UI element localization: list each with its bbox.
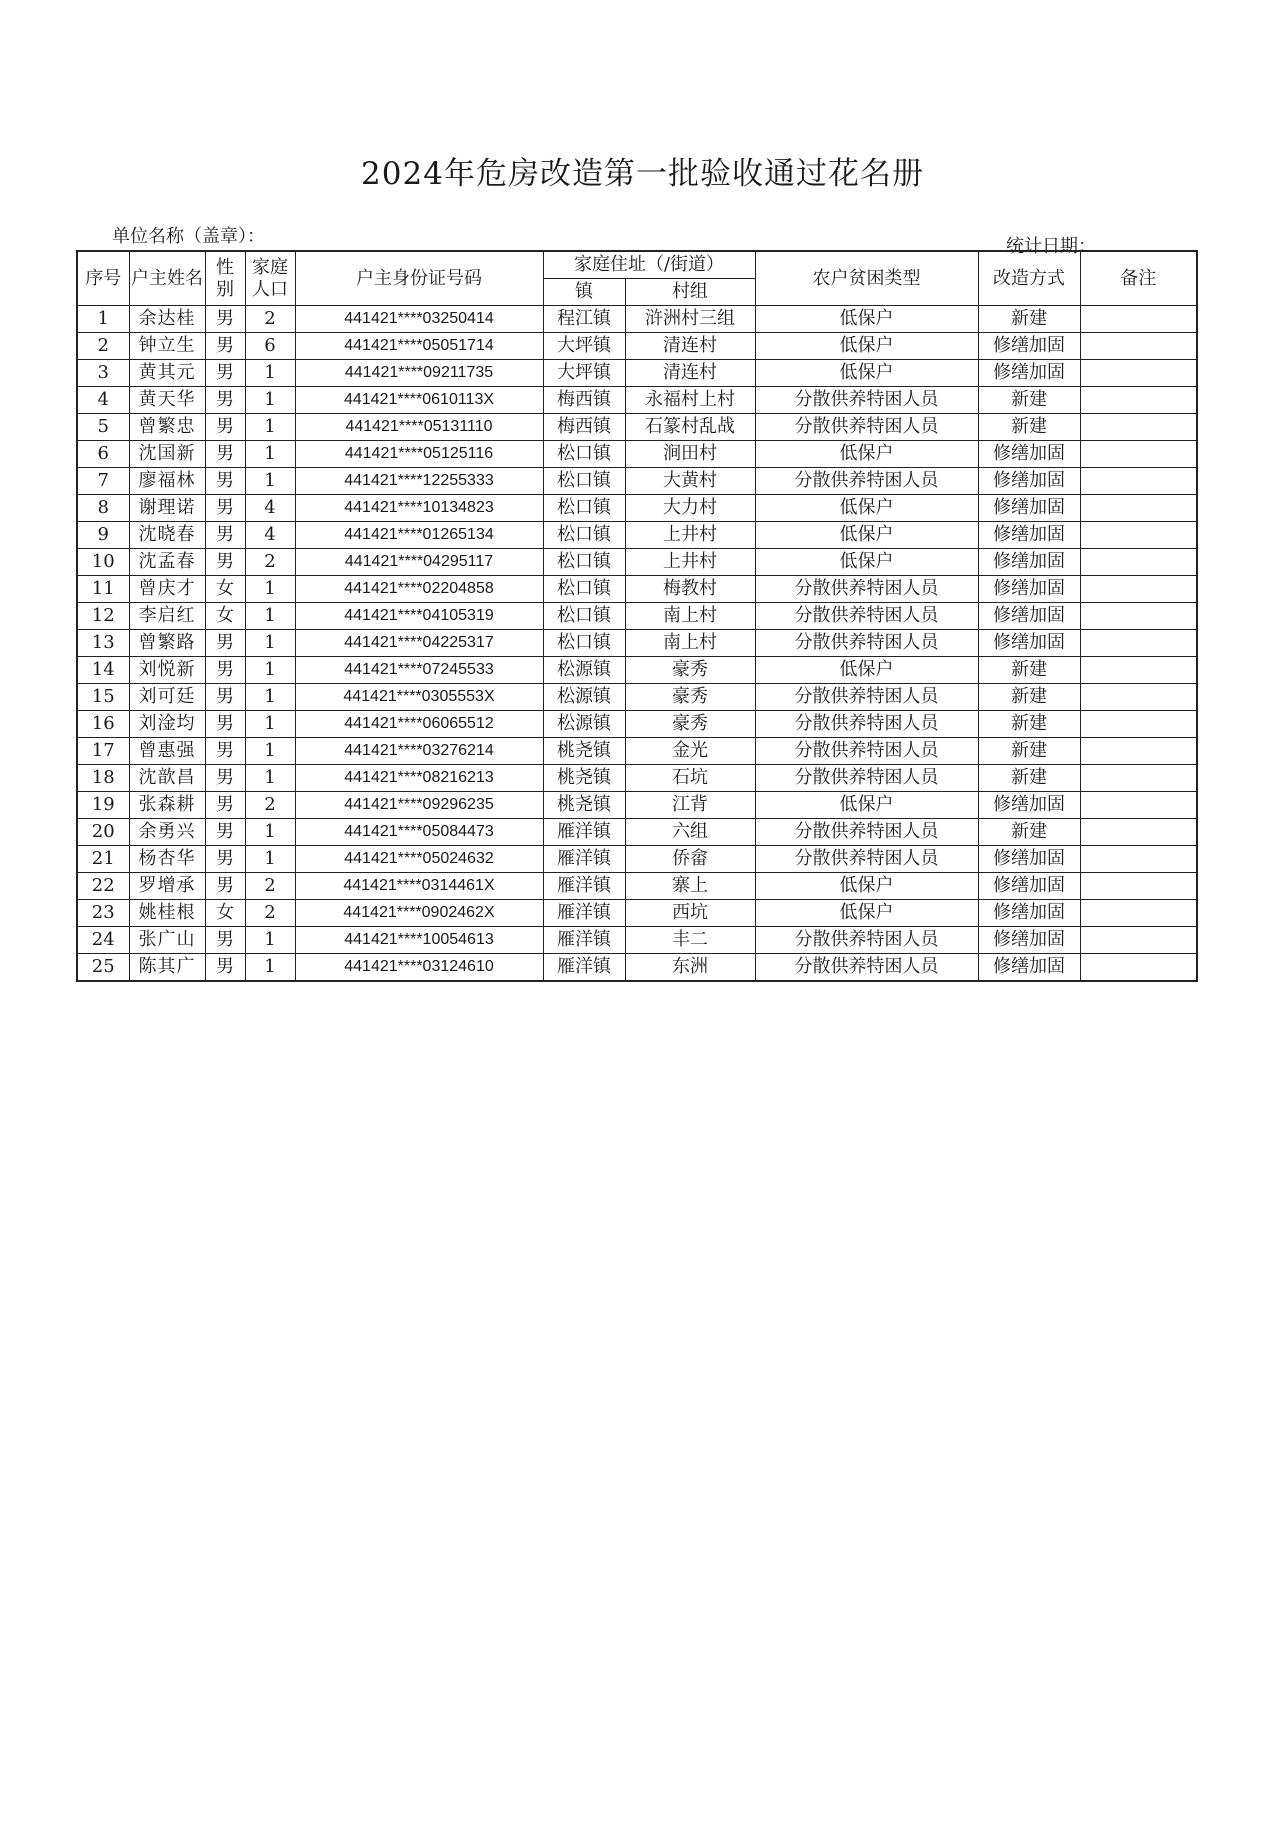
cell-gender: 男 (205, 792, 245, 819)
cell-method: 修缮加固 (978, 522, 1080, 549)
cell-seq: 3 (77, 360, 129, 387)
cell-method: 新建 (978, 819, 1080, 846)
cell-remarks (1080, 846, 1197, 873)
table-row (77, 900, 1197, 927)
table-row (77, 441, 1197, 468)
cell-id-number: 441421****05125116 (295, 441, 543, 468)
cell-household: 1 (245, 738, 295, 765)
cell-seq: 7 (77, 468, 129, 495)
cell-town: 雁洋镇 (543, 900, 625, 927)
cell-remarks (1080, 603, 1197, 630)
cell-remarks (1080, 954, 1197, 982)
cell-town: 松源镇 (543, 657, 625, 684)
cell-village: 清连村 (625, 333, 755, 360)
cell-poverty-type: 分散供养特困人员 (755, 603, 978, 630)
cell-village: 南上村 (625, 630, 755, 657)
cell-gender: 男 (205, 819, 245, 846)
table-header (77, 251, 1197, 306)
cell-household: 1 (245, 387, 295, 414)
cell-town: 松口镇 (543, 630, 625, 657)
cell-name: 姚桂根 (129, 900, 205, 927)
cell-town: 雁洋镇 (543, 873, 625, 900)
cell-village: 西坑 (625, 900, 755, 927)
header-household-text: 家庭 人口 (252, 256, 288, 300)
cell-seq: 15 (77, 684, 129, 711)
cell-gender: 女 (205, 603, 245, 630)
cell-remarks (1080, 306, 1197, 333)
cell-id-number: 441421****0902462X (295, 900, 543, 927)
cell-method: 新建 (978, 765, 1080, 792)
cell-method: 修缮加固 (978, 630, 1080, 657)
cell-village: 金光 (625, 738, 755, 765)
cell-seq: 11 (77, 576, 129, 603)
cell-gender: 男 (205, 414, 245, 441)
cell-remarks (1080, 819, 1197, 846)
table-row (77, 576, 1197, 603)
cell-method: 修缮加固 (978, 927, 1080, 954)
cell-village: 侨畲 (625, 846, 755, 873)
cell-id-number: 441421****10134823 (295, 495, 543, 522)
cell-id-number: 441421****02204858 (295, 576, 543, 603)
cell-id-number: 441421****03276214 (295, 738, 543, 765)
table-row (77, 549, 1197, 576)
cell-method: 修缮加固 (978, 846, 1080, 873)
cell-gender: 男 (205, 360, 245, 387)
table-row (77, 387, 1197, 414)
cell-id-number: 441421****03124610 (295, 954, 543, 982)
cell-remarks (1080, 630, 1197, 657)
cell-remarks (1080, 360, 1197, 387)
cell-seq: 14 (77, 657, 129, 684)
header-name: 户主姓名 (129, 251, 205, 306)
cell-remarks (1080, 414, 1197, 441)
table-row (77, 630, 1197, 657)
cell-gender: 男 (205, 441, 245, 468)
cell-name: 沈晓春 (129, 522, 205, 549)
cell-name: 曾繁路 (129, 630, 205, 657)
cell-name: 杨杏华 (129, 846, 205, 873)
cell-seq: 6 (77, 441, 129, 468)
cell-village: 永福村上村 (625, 387, 755, 414)
cell-town: 松口镇 (543, 576, 625, 603)
cell-remarks (1080, 711, 1197, 738)
cell-name: 沈孟春 (129, 549, 205, 576)
cell-poverty-type: 低保户 (755, 333, 978, 360)
cell-remarks (1080, 441, 1197, 468)
cell-name: 廖福林 (129, 468, 205, 495)
cell-poverty-type: 低保户 (755, 900, 978, 927)
cell-seq: 17 (77, 738, 129, 765)
cell-poverty-type: 分散供养特困人员 (755, 846, 978, 873)
cell-town: 梅西镇 (543, 387, 625, 414)
header-poverty-type: 农户贫困类型 (755, 251, 978, 306)
cell-village: 大力村 (625, 495, 755, 522)
cell-poverty-type: 分散供养特困人员 (755, 819, 978, 846)
cell-household: 1 (245, 441, 295, 468)
cell-remarks (1080, 900, 1197, 927)
cell-seq: 19 (77, 792, 129, 819)
cell-seq: 21 (77, 846, 129, 873)
table-row (77, 306, 1197, 333)
cell-method: 修缮加固 (978, 495, 1080, 522)
cell-id-number: 441421****03250414 (295, 306, 543, 333)
cell-village: 上井村 (625, 522, 755, 549)
table-row (77, 414, 1197, 441)
cell-method: 新建 (978, 306, 1080, 333)
cell-method: 新建 (978, 387, 1080, 414)
cell-method: 新建 (978, 414, 1080, 441)
cell-household: 2 (245, 306, 295, 333)
cell-household: 2 (245, 549, 295, 576)
cell-town: 桃尧镇 (543, 792, 625, 819)
cell-gender: 男 (205, 522, 245, 549)
cell-seq: 20 (77, 819, 129, 846)
table-body (77, 306, 1197, 982)
cell-gender: 男 (205, 657, 245, 684)
cell-town: 桃尧镇 (543, 738, 625, 765)
cell-town: 雁洋镇 (543, 819, 625, 846)
cell-remarks (1080, 657, 1197, 684)
cell-household: 1 (245, 846, 295, 873)
cell-method: 修缮加固 (978, 360, 1080, 387)
cell-method: 新建 (978, 657, 1080, 684)
cell-name: 曾繁忠 (129, 414, 205, 441)
cell-town: 桃尧镇 (543, 765, 625, 792)
cell-household: 6 (245, 333, 295, 360)
cell-village: 南上村 (625, 603, 755, 630)
table-row (77, 468, 1197, 495)
cell-name: 刘悦新 (129, 657, 205, 684)
cell-household: 2 (245, 873, 295, 900)
cell-gender: 男 (205, 387, 245, 414)
header-gender-text: 性 别 (216, 256, 234, 300)
cell-village: 豪秀 (625, 711, 755, 738)
cell-remarks (1080, 738, 1197, 765)
cell-town: 松源镇 (543, 711, 625, 738)
cell-gender: 男 (205, 846, 245, 873)
statistics-date-label: 统计日期： (1006, 236, 1096, 257)
cell-household: 2 (245, 900, 295, 927)
cell-name: 李启红 (129, 603, 205, 630)
cell-seq: 2 (77, 333, 129, 360)
cell-town: 雁洋镇 (543, 954, 625, 982)
cell-household: 1 (245, 954, 295, 982)
cell-name: 刘可廷 (129, 684, 205, 711)
cell-town: 梅西镇 (543, 414, 625, 441)
cell-village: 丰二 (625, 927, 755, 954)
cell-gender: 男 (205, 306, 245, 333)
cell-gender: 女 (205, 576, 245, 603)
cell-id-number: 441421****07245533 (295, 657, 543, 684)
cell-seq: 4 (77, 387, 129, 414)
cell-town: 大坪镇 (543, 360, 625, 387)
cell-village: 石坑 (625, 765, 755, 792)
cell-id-number: 441421****10054613 (295, 927, 543, 954)
table-row (77, 846, 1197, 873)
cell-poverty-type: 分散供养特困人员 (755, 927, 978, 954)
cell-id-number: 441421****01265134 (295, 522, 543, 549)
cell-remarks (1080, 873, 1197, 900)
table-row (77, 792, 1197, 819)
cell-household: 4 (245, 522, 295, 549)
cell-gender: 男 (205, 468, 245, 495)
cell-name: 曾庆才 (129, 576, 205, 603)
table-row (77, 495, 1197, 522)
cell-gender: 男 (205, 684, 245, 711)
cell-town: 松口镇 (543, 495, 625, 522)
cell-remarks (1080, 792, 1197, 819)
cell-poverty-type: 低保户 (755, 549, 978, 576)
cell-town: 松源镇 (543, 684, 625, 711)
cell-id-number: 441421****08216213 (295, 765, 543, 792)
cell-remarks (1080, 549, 1197, 576)
cell-method: 修缮加固 (978, 549, 1080, 576)
cell-poverty-type: 分散供养特困人员 (755, 468, 978, 495)
cell-town: 松口镇 (543, 603, 625, 630)
cell-seq: 22 (77, 873, 129, 900)
cell-poverty-type: 分散供养特困人员 (755, 738, 978, 765)
cell-town: 松口镇 (543, 522, 625, 549)
cell-remarks (1080, 576, 1197, 603)
cell-household: 1 (245, 576, 295, 603)
cell-village: 上井村 (625, 549, 755, 576)
table-row (77, 765, 1197, 792)
cell-poverty-type: 分散供养特困人员 (755, 711, 978, 738)
header-address: 家庭住址（/街道） (543, 251, 755, 279)
cell-household: 1 (245, 765, 295, 792)
cell-village: 江背 (625, 792, 755, 819)
cell-household: 1 (245, 603, 295, 630)
table-row (77, 954, 1197, 982)
cell-remarks (1080, 927, 1197, 954)
cell-gender: 男 (205, 549, 245, 576)
cell-poverty-type: 低保户 (755, 657, 978, 684)
cell-household: 1 (245, 630, 295, 657)
cell-household: 1 (245, 927, 295, 954)
header-id: 户主身份证号码 (295, 251, 543, 306)
cell-poverty-type: 分散供养特困人员 (755, 954, 978, 982)
cell-town: 松口镇 (543, 549, 625, 576)
cell-gender: 男 (205, 927, 245, 954)
cell-name: 陈其广 (129, 954, 205, 982)
table-row (77, 711, 1197, 738)
cell-method: 修缮加固 (978, 873, 1080, 900)
cell-poverty-type: 低保户 (755, 792, 978, 819)
cell-method: 修缮加固 (978, 333, 1080, 360)
cell-id-number: 441421****0305553X (295, 684, 543, 711)
cell-gender: 男 (205, 711, 245, 738)
cell-town: 大坪镇 (543, 333, 625, 360)
cell-id-number: 441421****06065512 (295, 711, 543, 738)
cell-household: 1 (245, 711, 295, 738)
cell-id-number: 441421****12255333 (295, 468, 543, 495)
cell-name: 余达桂 (129, 306, 205, 333)
cell-id-number: 441421****09211735 (295, 360, 543, 387)
page-title: 2024年危房改造第一批验收通过花名册 (361, 156, 924, 192)
table-row (77, 684, 1197, 711)
cell-id-number: 441421****05131110 (295, 414, 543, 441)
cell-village: 石篆村乱战 (625, 414, 755, 441)
cell-seq: 1 (77, 306, 129, 333)
header-seq: 序号 (77, 251, 129, 306)
cell-remarks (1080, 684, 1197, 711)
cell-village: 六组 (625, 819, 755, 846)
cell-poverty-type: 低保户 (755, 306, 978, 333)
cell-town: 雁洋镇 (543, 846, 625, 873)
cell-name: 黄其元 (129, 360, 205, 387)
cell-poverty-type: 分散供养特困人员 (755, 576, 978, 603)
cell-name: 张森耕 (129, 792, 205, 819)
header-gender (205, 251, 245, 306)
cell-method: 修缮加固 (978, 954, 1080, 982)
cell-gender: 男 (205, 333, 245, 360)
table-row (77, 738, 1197, 765)
header-village: 村组 (625, 279, 755, 306)
cell-poverty-type: 分散供养特困人员 (755, 414, 978, 441)
cell-village: 涧田村 (625, 441, 755, 468)
table-row (77, 873, 1197, 900)
cell-id-number: 441421****04295117 (295, 549, 543, 576)
table-row (77, 522, 1197, 549)
table-row (77, 333, 1197, 360)
cell-id-number: 441421****05024632 (295, 846, 543, 873)
cell-method: 修缮加固 (978, 576, 1080, 603)
cell-remarks (1080, 333, 1197, 360)
cell-remarks (1080, 468, 1197, 495)
cell-gender: 男 (205, 954, 245, 982)
cell-remarks (1080, 522, 1197, 549)
cell-name: 张广山 (129, 927, 205, 954)
cell-seq: 16 (77, 711, 129, 738)
header-method: 改造方式 (978, 251, 1080, 306)
cell-poverty-type: 低保户 (755, 873, 978, 900)
cell-name: 谢理诺 (129, 495, 205, 522)
cell-name: 刘淦均 (129, 711, 205, 738)
cell-town: 程江镇 (543, 306, 625, 333)
cell-id-number: 441421****05084473 (295, 819, 543, 846)
cell-name: 钟立生 (129, 333, 205, 360)
cell-name: 曾惠强 (129, 738, 205, 765)
cell-name: 黄天华 (129, 387, 205, 414)
cell-household: 1 (245, 414, 295, 441)
table-row (77, 927, 1197, 954)
cell-seq: 5 (77, 414, 129, 441)
cell-id-number: 441421****0610113X (295, 387, 543, 414)
header-remarks: 备注 (1080, 251, 1197, 306)
cell-method: 修缮加固 (978, 900, 1080, 927)
cell-household: 4 (245, 495, 295, 522)
cell-method: 修缮加固 (978, 603, 1080, 630)
cell-method: 新建 (978, 684, 1080, 711)
unit-name-label: 单位名称（盖章）： (112, 226, 265, 247)
cell-seq: 23 (77, 900, 129, 927)
table-row (77, 657, 1197, 684)
cell-village: 寨上 (625, 873, 755, 900)
cell-seq: 9 (77, 522, 129, 549)
cell-village: 浒洲村三组 (625, 306, 755, 333)
cell-method: 修缮加固 (978, 792, 1080, 819)
cell-seq: 18 (77, 765, 129, 792)
cell-gender: 男 (205, 738, 245, 765)
cell-id-number: 441421****04225317 (295, 630, 543, 657)
roster-table (76, 250, 1198, 982)
cell-name: 余勇兴 (129, 819, 205, 846)
cell-town: 松口镇 (543, 441, 625, 468)
header-household (245, 251, 295, 306)
cell-remarks (1080, 765, 1197, 792)
header-town: 镇 (543, 279, 625, 306)
cell-household: 1 (245, 819, 295, 846)
cell-household: 1 (245, 657, 295, 684)
table-row (77, 603, 1197, 630)
cell-poverty-type: 分散供养特困人员 (755, 630, 978, 657)
cell-id-number: 441421****05051714 (295, 333, 543, 360)
cell-name: 沈国新 (129, 441, 205, 468)
cell-seq: 10 (77, 549, 129, 576)
cell-household: 1 (245, 684, 295, 711)
cell-remarks (1080, 387, 1197, 414)
cell-poverty-type: 低保户 (755, 495, 978, 522)
cell-method: 修缮加固 (978, 468, 1080, 495)
cell-method: 新建 (978, 738, 1080, 765)
cell-name: 沈歆昌 (129, 765, 205, 792)
cell-village: 豪秀 (625, 657, 755, 684)
cell-household: 1 (245, 468, 295, 495)
cell-gender: 男 (205, 765, 245, 792)
cell-method: 修缮加固 (978, 441, 1080, 468)
cell-poverty-type: 低保户 (755, 360, 978, 387)
cell-village: 豪秀 (625, 684, 755, 711)
cell-household: 1 (245, 360, 295, 387)
cell-household: 2 (245, 792, 295, 819)
cell-remarks (1080, 495, 1197, 522)
cell-village: 东洲 (625, 954, 755, 982)
cell-gender: 男 (205, 630, 245, 657)
cell-poverty-type: 分散供养特困人员 (755, 684, 978, 711)
cell-seq: 13 (77, 630, 129, 657)
cell-poverty-type: 低保户 (755, 522, 978, 549)
table-row (77, 819, 1197, 846)
table-row (77, 360, 1197, 387)
cell-seq: 12 (77, 603, 129, 630)
cell-seq: 24 (77, 927, 129, 954)
cell-town: 松口镇 (543, 468, 625, 495)
cell-method: 新建 (978, 711, 1080, 738)
cell-poverty-type: 分散供养特困人员 (755, 387, 978, 414)
cell-village: 清连村 (625, 360, 755, 387)
cell-id-number: 441421****0314461X (295, 873, 543, 900)
cell-poverty-type: 低保户 (755, 441, 978, 468)
cell-name: 罗增承 (129, 873, 205, 900)
cell-seq: 25 (77, 954, 129, 982)
cell-poverty-type: 分散供养特困人员 (755, 765, 978, 792)
cell-id-number: 441421****04105319 (295, 603, 543, 630)
cell-gender: 男 (205, 873, 245, 900)
cell-town: 雁洋镇 (543, 927, 625, 954)
cell-seq: 8 (77, 495, 129, 522)
cell-gender: 男 (205, 495, 245, 522)
cell-gender: 女 (205, 900, 245, 927)
cell-id-number: 441421****09296235 (295, 792, 543, 819)
cell-village: 梅教村 (625, 576, 755, 603)
cell-village: 大黄村 (625, 468, 755, 495)
